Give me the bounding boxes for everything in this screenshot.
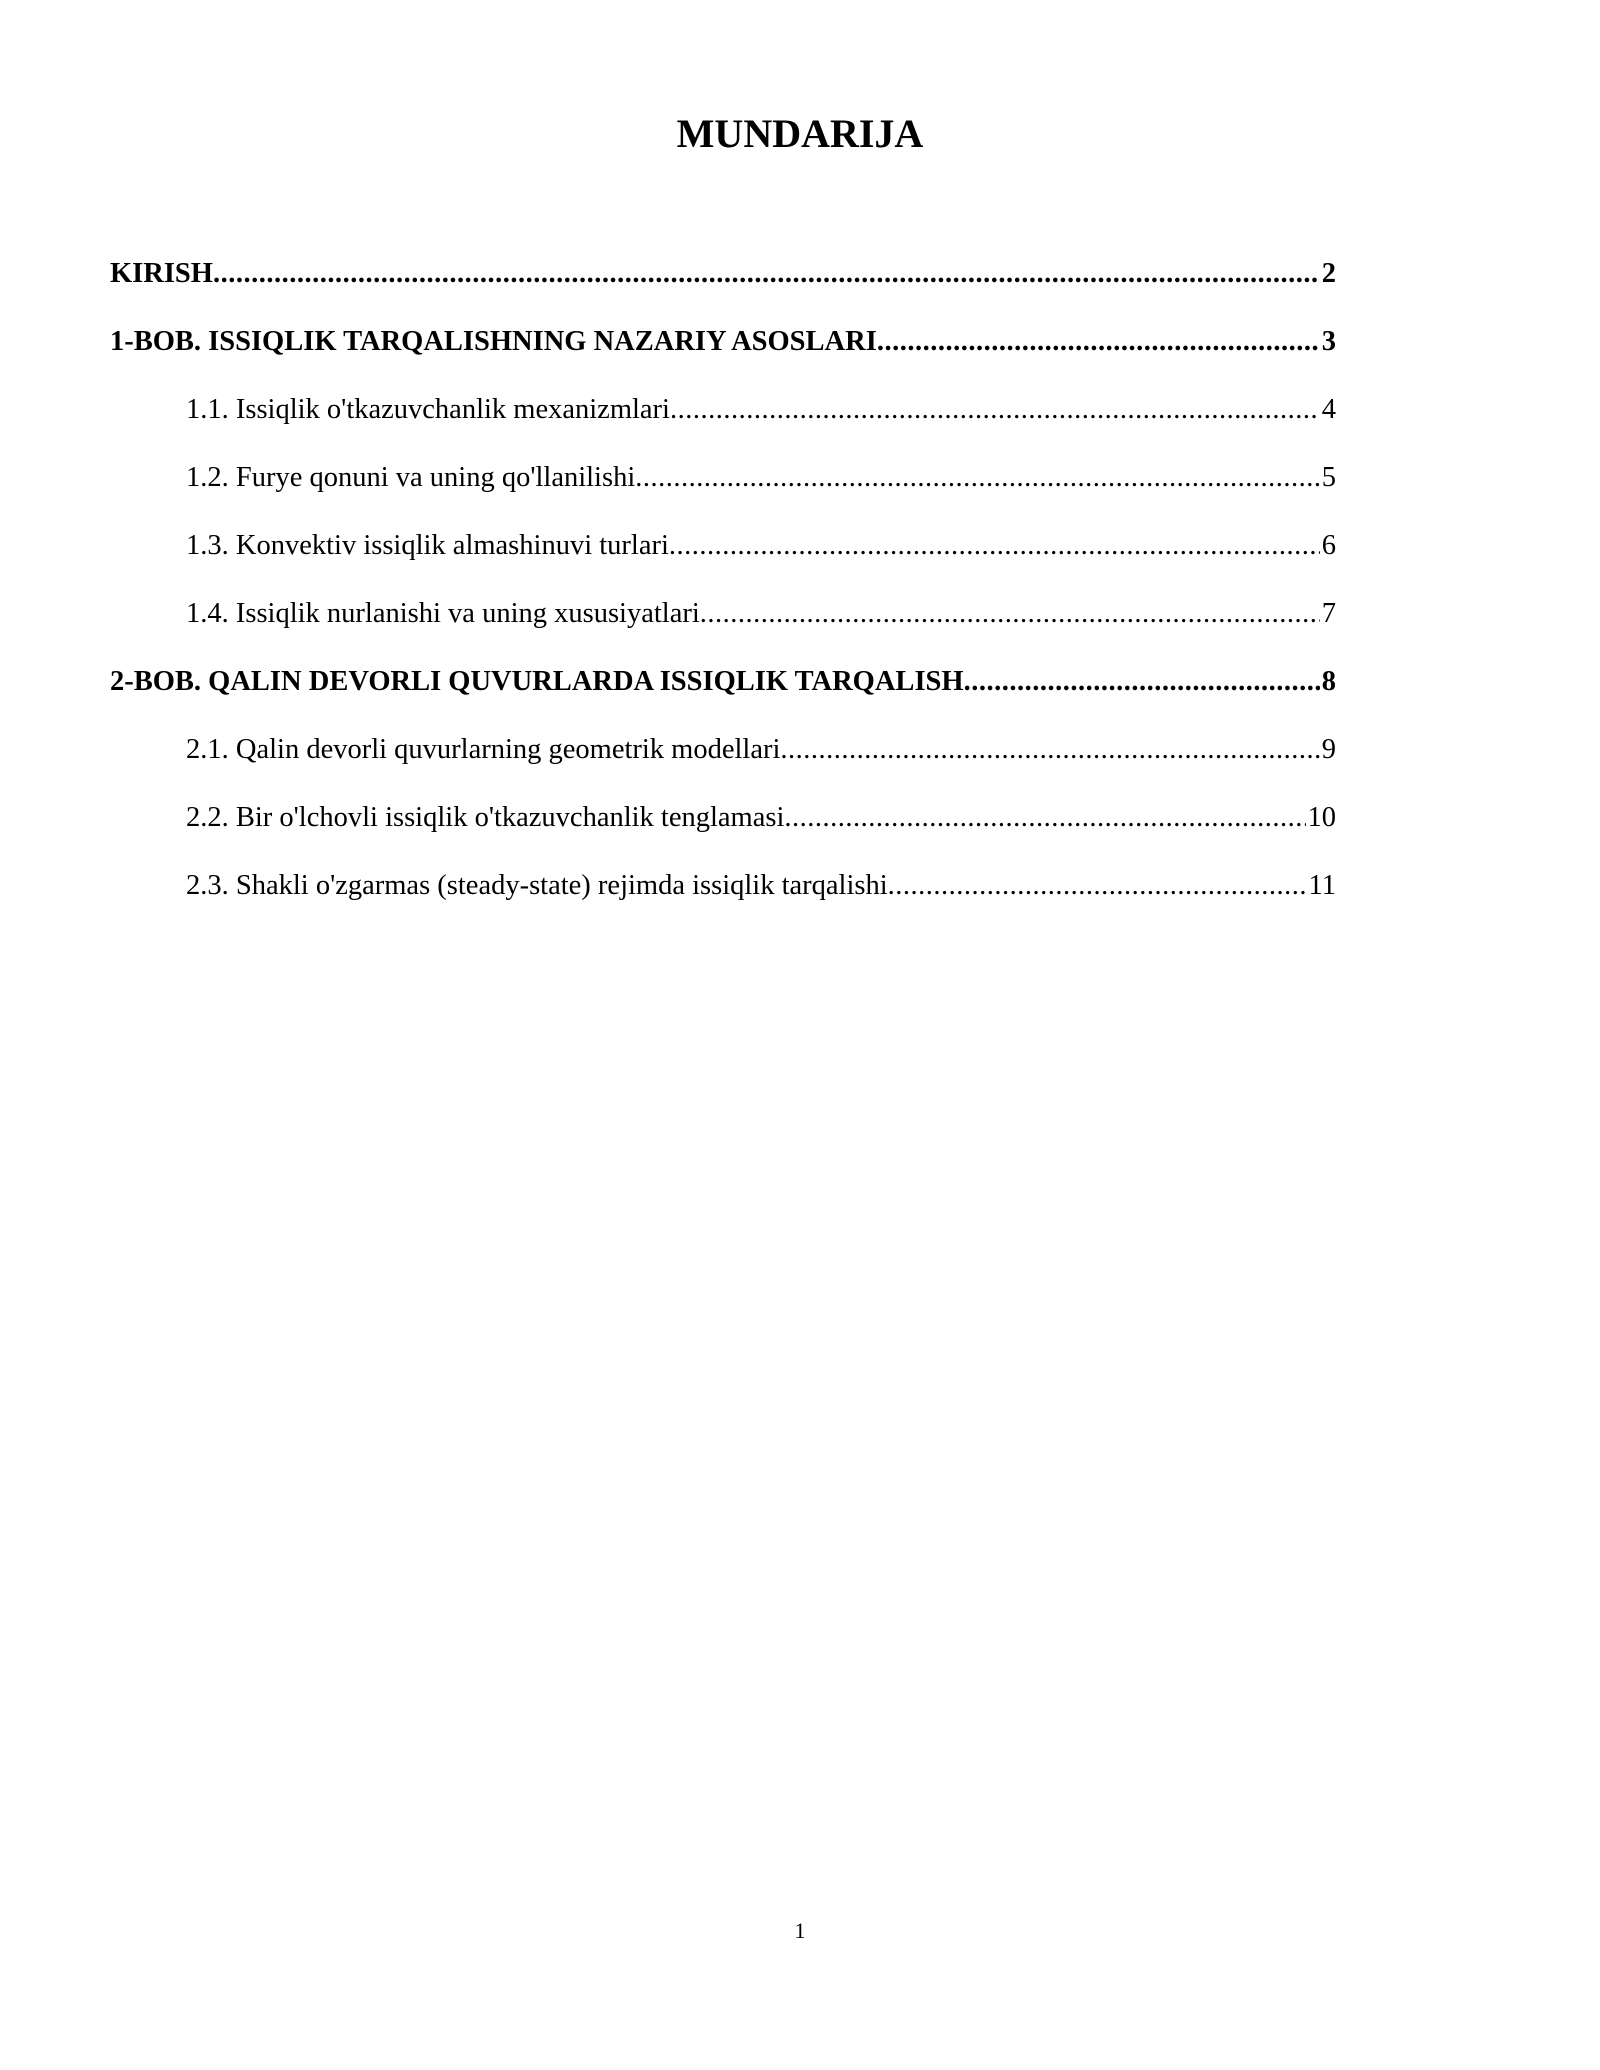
toc-entry-kirish[interactable] xyxy=(110,250,1336,318)
toc-entry-page: 6 xyxy=(1321,530,1336,561)
toc-entry-label: 1.1. Issiqlik o'tkazuvchanlik mexanizmlari xyxy=(186,394,670,425)
toc-dot-leader xyxy=(964,658,1320,706)
toc-entry-label: 2.1. Qalin devorli quvurlarning geometrik modellari xyxy=(186,734,781,765)
toc-entry-label: 2.2. Bir o'lchovli issiqlik o'tkazuvchanlik tenglamasi xyxy=(186,802,785,833)
toc-entry-page: 3 xyxy=(1321,326,1336,357)
toc-entry-section-1-4[interactable] xyxy=(110,590,1336,658)
toc-dot-leader xyxy=(780,726,1319,774)
toc-entry-label: 2.3. Shakli o'zgarmas (steady-state) rejimda issiqlik tarqalishi xyxy=(186,870,888,901)
toc-entry-page: 10 xyxy=(1307,802,1336,833)
toc-entry-section-2-3[interactable] xyxy=(110,862,1336,930)
toc-entry-page: 8 xyxy=(1321,666,1336,697)
toc-entry-label: KIRISH xyxy=(110,258,213,289)
toc-entry-page: 5 xyxy=(1321,462,1336,493)
toc-entry-page: 9 xyxy=(1321,734,1336,765)
toc-entry-section-2-2[interactable] xyxy=(110,794,1336,862)
page-number: 1 xyxy=(794,1918,806,1943)
toc-entry-section-2-1[interactable] xyxy=(110,726,1336,794)
toc-dot-leader xyxy=(213,250,1320,298)
toc-entry-label: 1.4. Issiqlik nurlanishi va uning xususiyatlari xyxy=(186,598,700,629)
toc-entry-page: 4 xyxy=(1321,394,1336,425)
toc-entry-page: 11 xyxy=(1308,870,1336,901)
toc-entry-label: 1.3. Konvektiv issiqlik almashinuvi turlari xyxy=(186,530,669,561)
toc-entry-page: 7 xyxy=(1321,598,1336,629)
page-title: MUNDARIJA xyxy=(676,111,924,156)
toc-entry-label: 1-BOB. ISSIQLIK TARQALISHNING NAZARIY ASOSLARI xyxy=(110,326,877,357)
toc-entry-label: 1.2. Furye qonuni va uning qo'llanilishi xyxy=(186,462,636,493)
toc-dot-leader xyxy=(670,386,1320,434)
toc-entry-chapter-1[interactable] xyxy=(110,318,1336,386)
toc-entry-page: 2 xyxy=(1321,258,1336,289)
toc-dot-leader xyxy=(877,318,1320,366)
toc-entry-section-1-1[interactable] xyxy=(110,386,1336,454)
toc-dot-leader xyxy=(700,590,1320,638)
toc-entry-label: 2-BOB. QALIN DEVORLI QUVURLARDA ISSIQLIK TARQALISH xyxy=(110,666,964,697)
toc-dot-leader xyxy=(784,794,1305,842)
toc-entry-section-1-3[interactable] xyxy=(110,522,1336,590)
toc-dot-leader xyxy=(888,862,1307,910)
toc-entry-chapter-2[interactable] xyxy=(110,658,1336,726)
toc-dot-leader xyxy=(669,522,1320,570)
toc-dot-leader xyxy=(635,454,1320,502)
toc-entry-section-1-2[interactable] xyxy=(110,454,1336,522)
table-of-contents xyxy=(110,250,1336,930)
